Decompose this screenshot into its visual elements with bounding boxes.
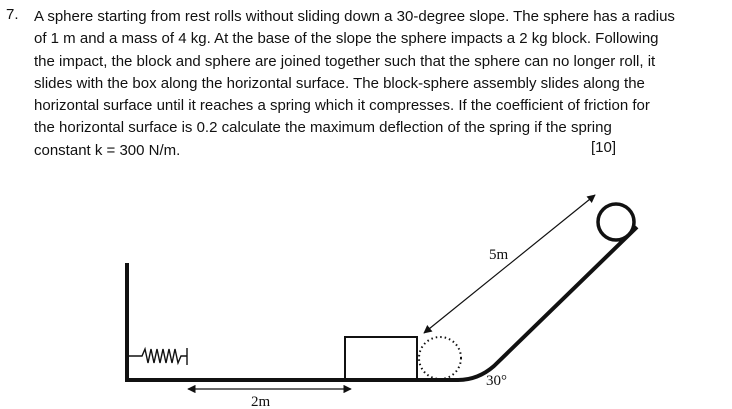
question-number: 7.: [6, 6, 19, 23]
marks-label: [10]: [591, 139, 617, 156]
spring: [129, 348, 187, 365]
question-text-line: horizontal surface until it reaches a spring which it compresses. If the coefficient of friction for: [34, 97, 650, 115]
question-text-line: the impact, the block and sphere are joined together such that the sphere can no longer roll, it: [34, 52, 656, 70]
sphere-start-position: [598, 204, 634, 240]
angle-label: 30°: [486, 373, 507, 389]
sphere-impact-position: [419, 337, 461, 379]
slope-length-label: 5m: [489, 247, 509, 263]
block: [345, 337, 417, 379]
distance-label: 2m: [251, 394, 271, 409]
question-text-line: of 1 m and a mass of 4 kg. At the base of the slope the sphere impacts a 2 kg block. Following: [34, 30, 659, 48]
question-text-line: the horizontal surface is 0.2 calculate the maximum deflection of the spring if the spring: [34, 119, 612, 137]
slope-length-arrow: [424, 195, 595, 333]
question-text-line: constant k = 300 N/m.: [34, 141, 181, 159]
question-text-line: A sphere starting from rest rolls without sliding down a 30-degree slope. The sphere has a radius: [34, 8, 675, 25]
question-text-line: slides with the box along the horizontal surface. The block-sphere assembly slides along the: [34, 74, 645, 92]
